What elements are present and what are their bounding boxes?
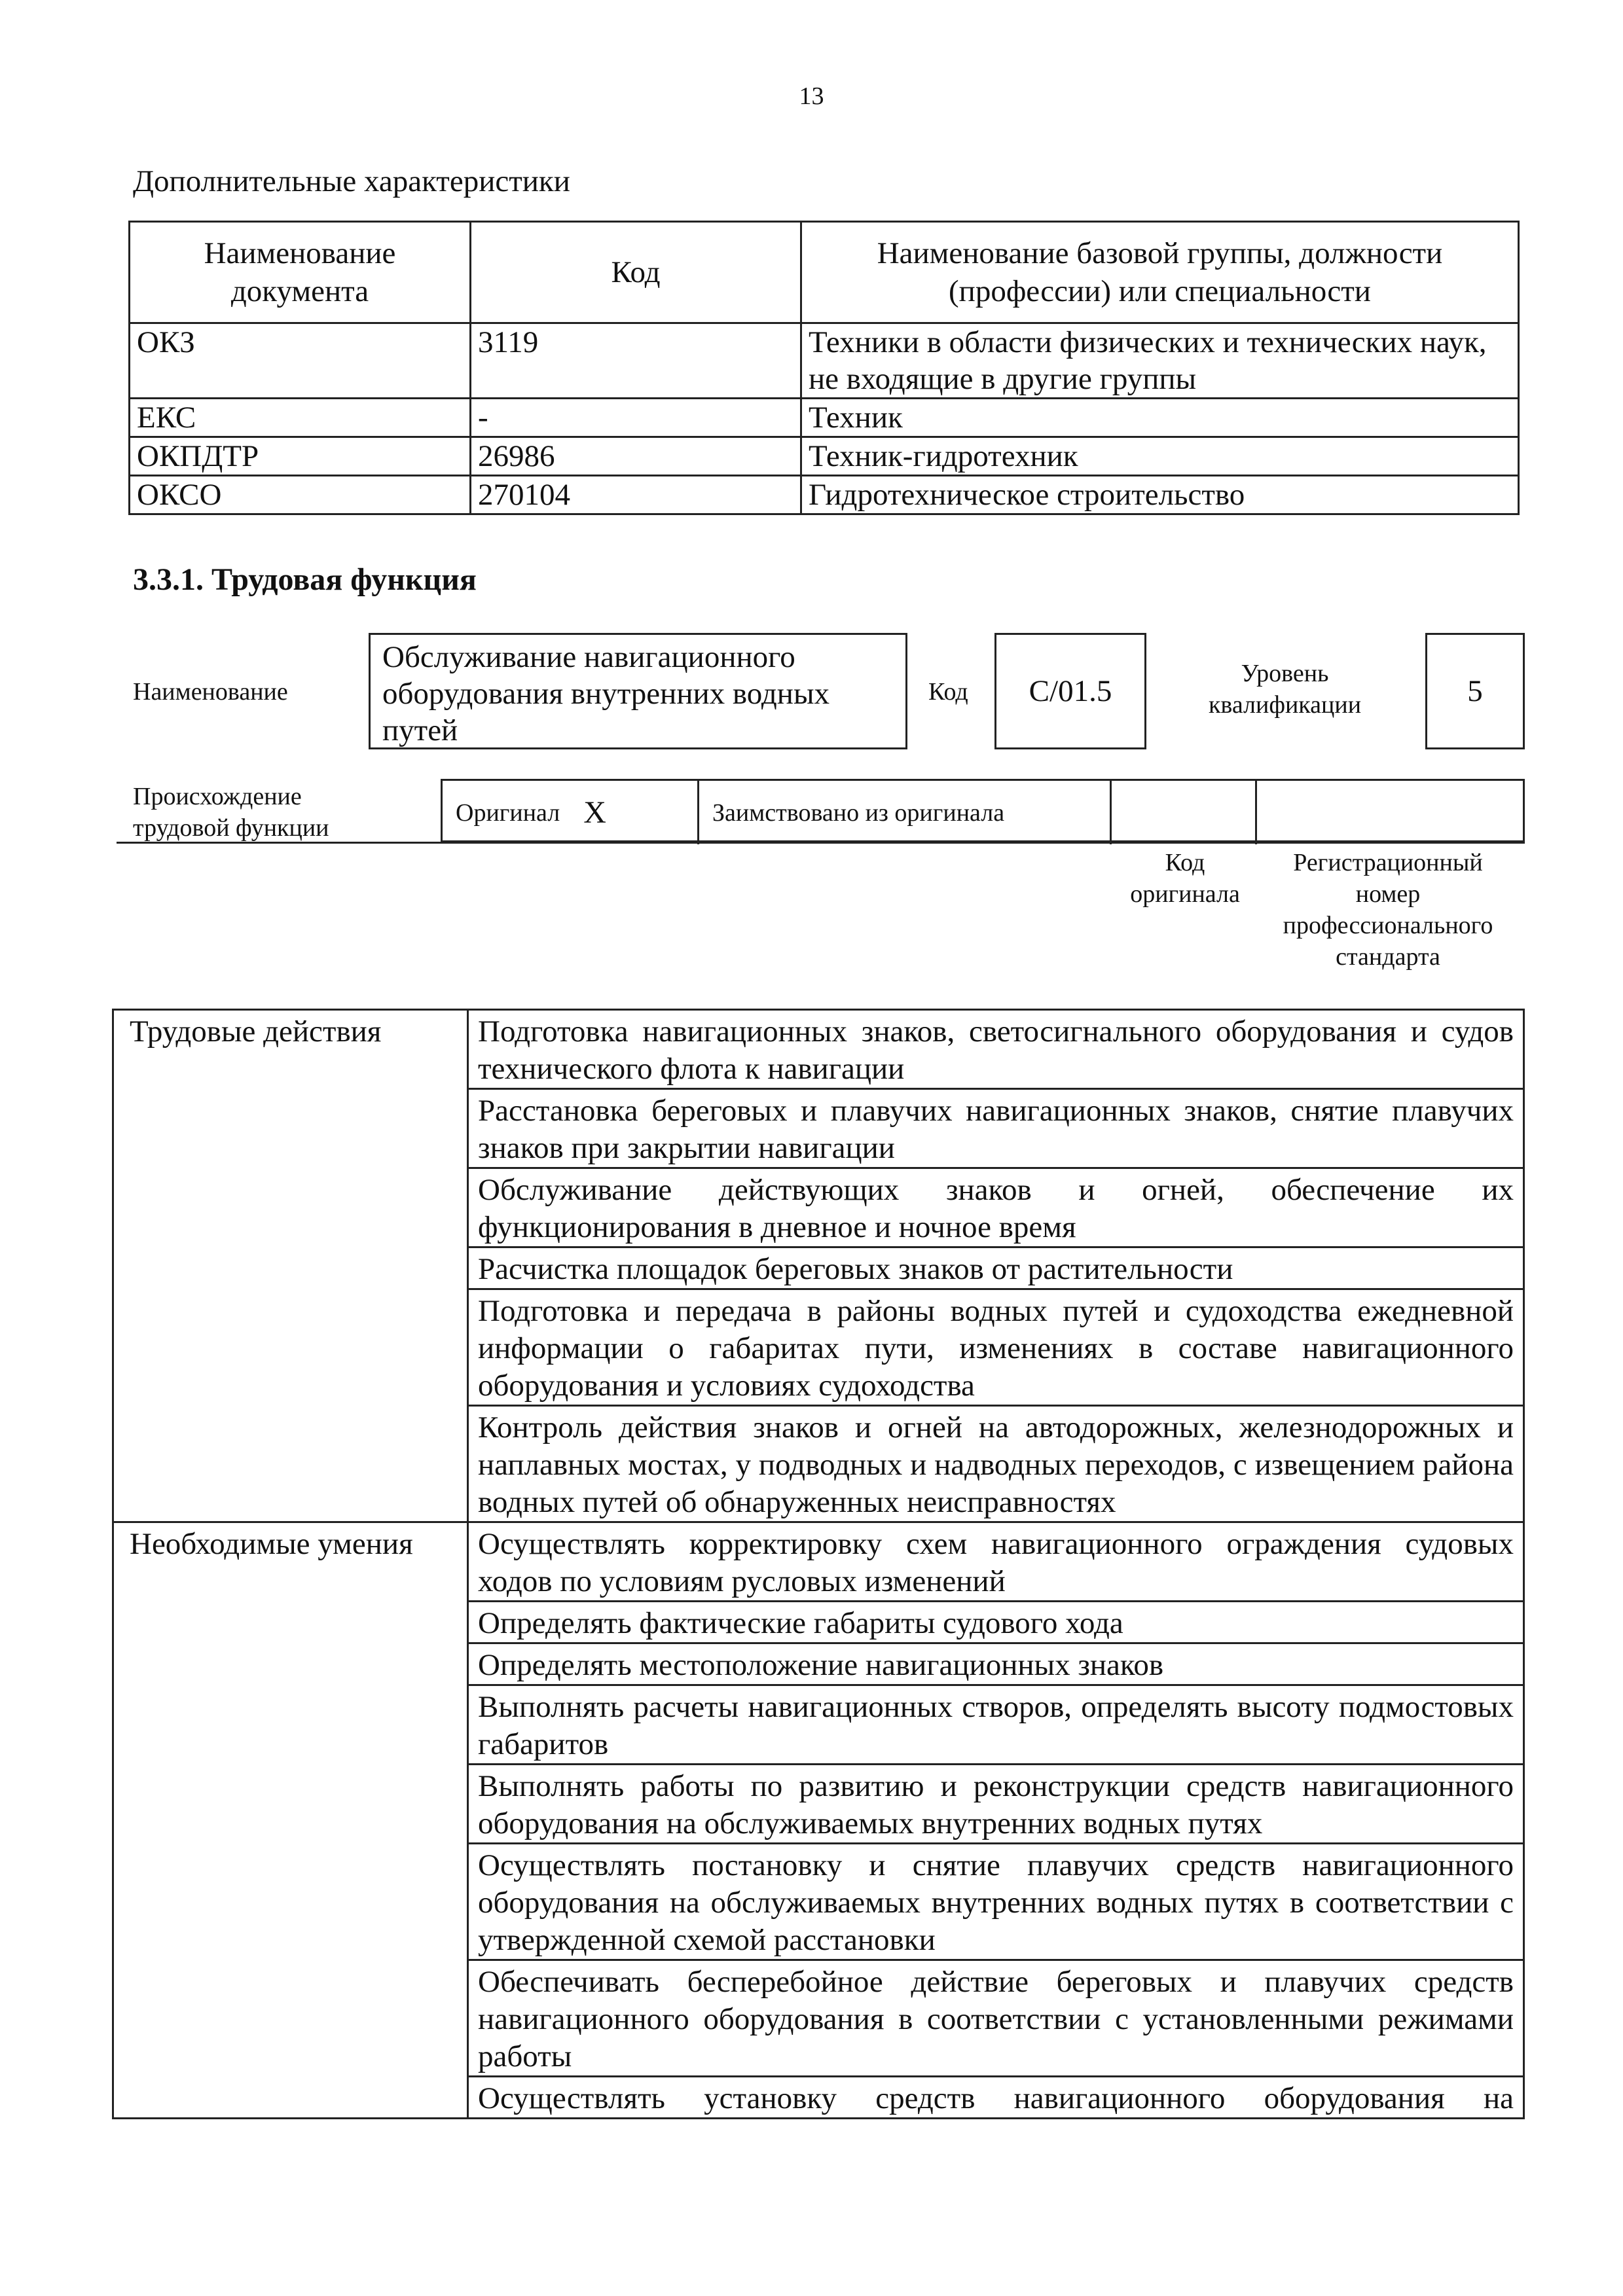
table-row: [130, 476, 1519, 514]
skill-item: Определять фактические габариты судового хода: [468, 1602, 1524, 1643]
cell-code: 26986: [471, 437, 801, 476]
cell-name: Техник: [801, 399, 1519, 437]
cell-code: -: [471, 399, 801, 437]
header-group-name: Наименование базовой группы, должности (профессии) или специальности: [801, 222, 1519, 323]
cell-doc: ЕКС: [130, 399, 471, 437]
table-row: [130, 437, 1519, 476]
original-mark: X: [583, 795, 606, 830]
code-label: Код: [928, 678, 968, 706]
origin-reg-number-cell: [1257, 781, 1527, 844]
table-row: [130, 323, 1519, 399]
origin-borrowed-cell: [699, 781, 1112, 844]
code-original-caption: Код оригинала: [1130, 849, 1240, 908]
skills-label: Необходимые умения: [113, 1522, 468, 2119]
table-row: [130, 399, 1519, 437]
additional-section-title: Дополнительные характеристики: [133, 164, 570, 198]
function-name-box: Обслуживание навигационного оборудования внутренних водных путей: [369, 633, 907, 749]
additional-characteristics-table: [128, 221, 1520, 515]
action-item: Контроль действия знаков и огней на автодорожных, железнодорожных и наплавных мостах, у подводных и надводных переходов, с извещением района водных путей об обнаруженных неисправностях: [468, 1406, 1524, 1522]
origin-divider: [117, 842, 1525, 844]
header-code: Код: [471, 222, 801, 323]
skill-item: Осуществлять установку средств навигационного оборудования на: [468, 2077, 1524, 2119]
cell-name: Гидротехническое строительство: [801, 476, 1519, 514]
reg-number-caption: Регистрационный номер профессионального стандарта: [1283, 849, 1493, 971]
page-number: 13: [799, 82, 824, 110]
function-code-value: C/01.5: [1029, 674, 1112, 708]
function-title: 3.3.1. Трудовая функция: [133, 562, 477, 597]
name-label: Наименование: [133, 678, 288, 706]
skill-item: Определять местоположение навигационных знаков: [468, 1643, 1524, 1685]
skill-item: Обеспечивать бесперебойное действие береговых и плавучих средств навигационного оборудования в соответствии с установленными режимами работы: [468, 1960, 1524, 2077]
skill-item: Выполнять работы по развитию и реконструкции средств навигационного оборудования на обслуживаемых внутренних водных путях: [468, 1765, 1524, 1844]
table-header-row: [130, 222, 1519, 323]
action-item: Подготовка навигационных знаков, светосигнального оборудования и судов технического флота к навигации: [468, 1010, 1524, 1089]
origin-label: Происхождение трудовой функции: [133, 783, 329, 842]
cell-doc: ОКСО: [130, 476, 471, 514]
cell-code: 3119: [471, 323, 801, 399]
cell-name: Техник-гидротехник: [801, 437, 1519, 476]
skill-item: Осуществлять постановку и снятие плавучих средств навигационного оборудования на обслуживаемых внутренних водных путях в соответствии с утвержденной схемой расстановки: [468, 1844, 1524, 1960]
actions-label: Трудовые действия: [113, 1010, 468, 1522]
cell-name: Техники в области физических и технических наук, не входящие в другие группы: [801, 323, 1519, 399]
action-item: Обслуживание действующих знаков и огней, обеспечение их функционирования в дневное и ночное время: [468, 1168, 1524, 1247]
origin-row: [441, 779, 1525, 842]
qualification-level-value: 5: [1467, 674, 1483, 708]
original-label: Оригинал: [456, 798, 560, 827]
table-row: [113, 1522, 1524, 1602]
action-item: Подготовка и передача в районы водных путей и судоходства ежедневной информации о габаритах пути, изменениях в составе навигационного оборудования и условиях судоходства: [468, 1289, 1524, 1406]
table-row: [113, 1010, 1524, 1089]
function-code-box: [994, 633, 1146, 749]
header-document: Наименование документа: [130, 222, 471, 323]
skill-item: Осуществлять корректировку схем навигационного ограждения судовых ходов по условиям русловых изменений: [468, 1522, 1524, 1602]
borrowed-label: Заимствовано из оригинала: [712, 798, 1005, 827]
qualification-level-box: [1425, 633, 1525, 749]
action-item: Расчистка площадок береговых знаков от растительности: [468, 1247, 1524, 1289]
cell-doc: ОКПДТР: [130, 437, 471, 476]
action-item: Расстановка береговых и плавучих навигационных знаков, снятие плавучих знаков при закрытии навигации: [468, 1089, 1524, 1168]
origin-code-cell: [1112, 781, 1257, 844]
level-label: Уровень квалификации: [1208, 660, 1362, 719]
cell-doc: ОКЗ: [130, 323, 471, 399]
origin-original-cell: [443, 781, 699, 844]
skill-item: Выполнять расчеты навигационных створов, определять высоту подмостовых габаритов: [468, 1685, 1524, 1765]
cell-code: 270104: [471, 476, 801, 514]
work-table: [112, 1009, 1525, 2119]
